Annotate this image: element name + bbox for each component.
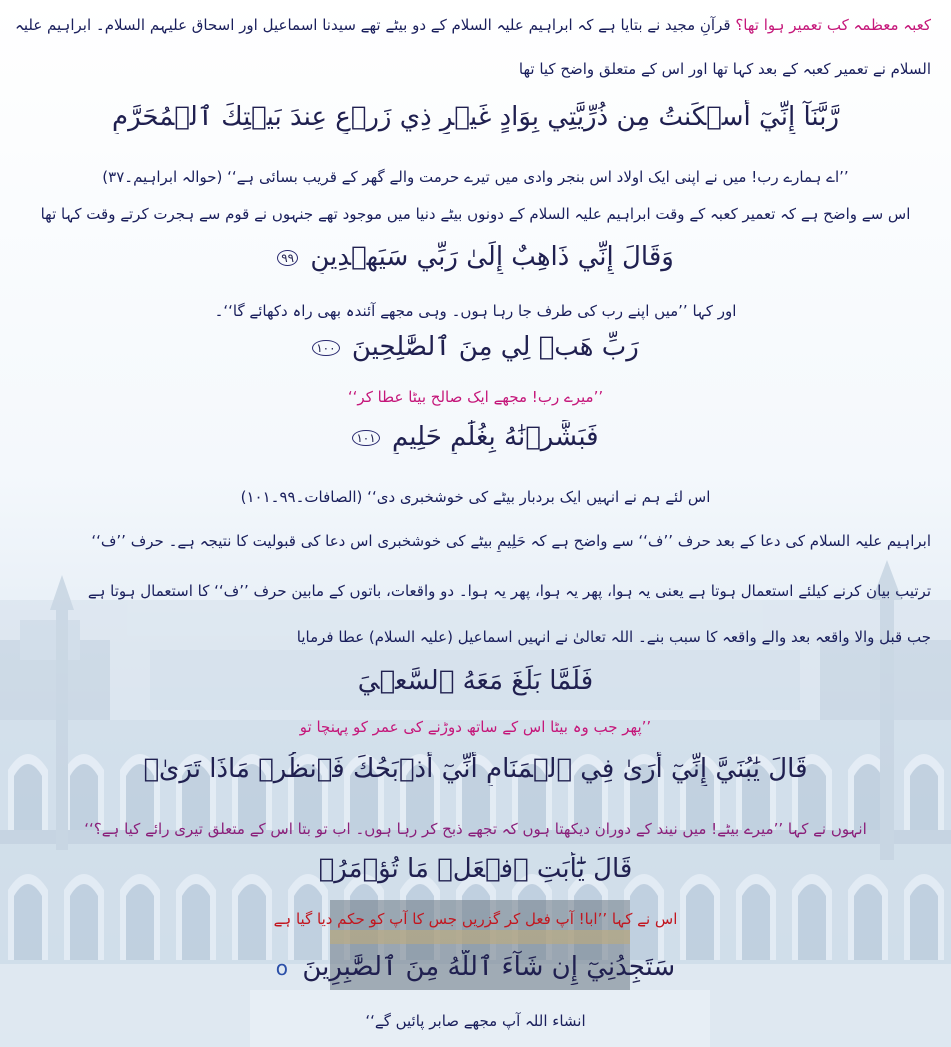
paragraph-1: اس سے واضح ہے کہ تعمیر کعبہ کے وقت ابراہیم علیہ السلام کے دونوں بیٹے دنیا میں موجود تھے جنہوں نے قوم سے ہجرت کرتے وقت کہا تھا xyxy=(40,205,911,223)
verse-8-translation: انشاء اللہ آپ مجھے صابر پائیں گے‘‘ xyxy=(365,1012,586,1030)
verse-7-arabic: قَالَ يَٰٓأَبَتِ ٱفۡعَلۡ مَا تُؤۡمَرُۖ xyxy=(318,854,633,884)
intro-question: کعبہ معظمہ کب تعمیر ہوا تھا؟ xyxy=(735,16,931,34)
verse-6-arabic: قَالَ يَٰبُنَيَّ إِنِّيٓ أَرَىٰ فِي ٱلۡمَنَامِ أَنِّيٓ أَذۡبَحُكَ فَٱنظُرۡ مَاذَا تَرَىٰۚ xyxy=(143,754,808,784)
verse-3-line xyxy=(20,330,931,364)
paragraph-2-line-1: ابراہیم علیہ السلام کی دعا کے بعد حرف ’’ف‘‘ سے واضح ہے کہ حَلِيمٍ بیٹے کی خوشخبری اس دعا کی قبولیت کا نتیجہ ہے۔ حرف ’’ف‘‘ xyxy=(91,532,931,550)
verse-7-translation: اس نے کہا ’’ابا! آپ فعل کر گزریں جس کا آپ کو حکم دیا گیا ہے xyxy=(273,910,678,928)
verse-4-translation: اس لئے ہم نے انہیں ایک بردبار بیٹے کی خوشخبری دی‘‘ (الصافات۔۹۹۔۱۰۱) xyxy=(240,488,711,506)
paragraph-2-line-2: ترتیب بیان کرنے کیلئے استعمال ہوتا ہے یعنی یہ ہوا، پھر یہ ہوا، پھر یہ ہوا۔ دو واقعات، باتوں کے مابین حرف ’’ف‘‘ کا استعمال ہوتا ہے xyxy=(87,582,931,600)
verse-2-number-icon: ٩٩ xyxy=(277,250,298,266)
verse-8-line xyxy=(20,950,931,985)
verse-3-translation: ’’میرے رب! مجھے ایک صالح بیٹا عطا کر‘‘ xyxy=(347,388,604,406)
verse-5-translation: ’’پھر جب وہ بیٹا اس کے ساتھ دوڑنے کی عمر کو پہنچا تو xyxy=(299,718,652,736)
verse-2-arabic: وَقَالَ إِنِّي ذَاهِبٌ إِلَىٰ رَبِّي سَيَهۡدِينِ xyxy=(310,242,674,272)
verse-4-arabic: فَبَشَّرۡنَٰهُ بِغُلَٰمٍ حَلِيمٍ xyxy=(391,422,599,452)
verse-3-number-icon: ١٠٠ xyxy=(312,340,339,356)
verse-4-line xyxy=(20,420,931,454)
verse-2-line xyxy=(20,240,931,274)
verse-2-translation: اور کہا ’’میں اپنے رب کی طرف جا رہا ہوں۔ وہی مجھے آئندہ بھی راہ دکھائے گا‘‘۔ xyxy=(214,302,737,320)
verse-3-arabic: رَبِّ هَبۡ لِي مِنَ ٱلصَّٰلِحِينَ xyxy=(351,332,639,362)
intro-text: قرآنِ مجید نے بتایا ہے کہ ابراہیم علیہ السلام کے دو بیٹے تھے سیدنا اسماعیل اور اسحاق علیہم السلام۔ ابراہیم علیہ xyxy=(15,16,731,34)
verse-1-translation: ’’اے ہمارے رب! میں نے اپنی ایک اولاد اس بنجر وادی میں تیرے حرمت والے گھر کے قریب بسائی ہے‘‘ (حوالہ ابراہیم۔۳۷) xyxy=(102,168,849,186)
intro-line-2: السلام نے تعمیر کعبہ کے بعد کہا تھا اور اس کے متعلق واضح کیا تھا xyxy=(518,60,931,78)
paragraph-2-line-3: جب قبل والا واقعہ بعد والے واقعہ کا سبب بنے۔ اللہ تعالیٰ نے انہیں اسماعیل (علیہ السلام) عطا فرمایا xyxy=(296,628,931,646)
verse-8-arabic: سَتَجِدُنِيٓ إِن شَآءَ ٱللَّهُ مِنَ ٱلصَّٰبِرِينَ xyxy=(302,952,676,982)
verse-1-arabic: رَّبَّنَآ إِنِّيٓ أَسۡكَنتُ مِن ذُرِّيَّتِي بِوَادٍ غَيۡرِ ذِي زَرۡعٍ عِندَ بَيۡتِكَ ٱلۡمُحَرَّمِ xyxy=(111,102,840,132)
verse-5-arabic: فَلَمَّا بَلَغَ مَعَهُ ٱلسَّعۡيَ xyxy=(357,666,594,696)
verse-end-ring-icon: o xyxy=(275,956,289,980)
intro-line-1 xyxy=(10,14,931,36)
verse-4-number-icon: ١٠١ xyxy=(352,430,379,446)
verse-6-translation: انہوں نے کہا ’’میرے بیٹے! میں نیند کے دوران دیکھتا ہوں کہ تجھے ذبح کر رہا ہوں۔ اب تو بتا اس کے متعلق تیری رائے کیا ہے؟‘‘ xyxy=(84,820,867,838)
